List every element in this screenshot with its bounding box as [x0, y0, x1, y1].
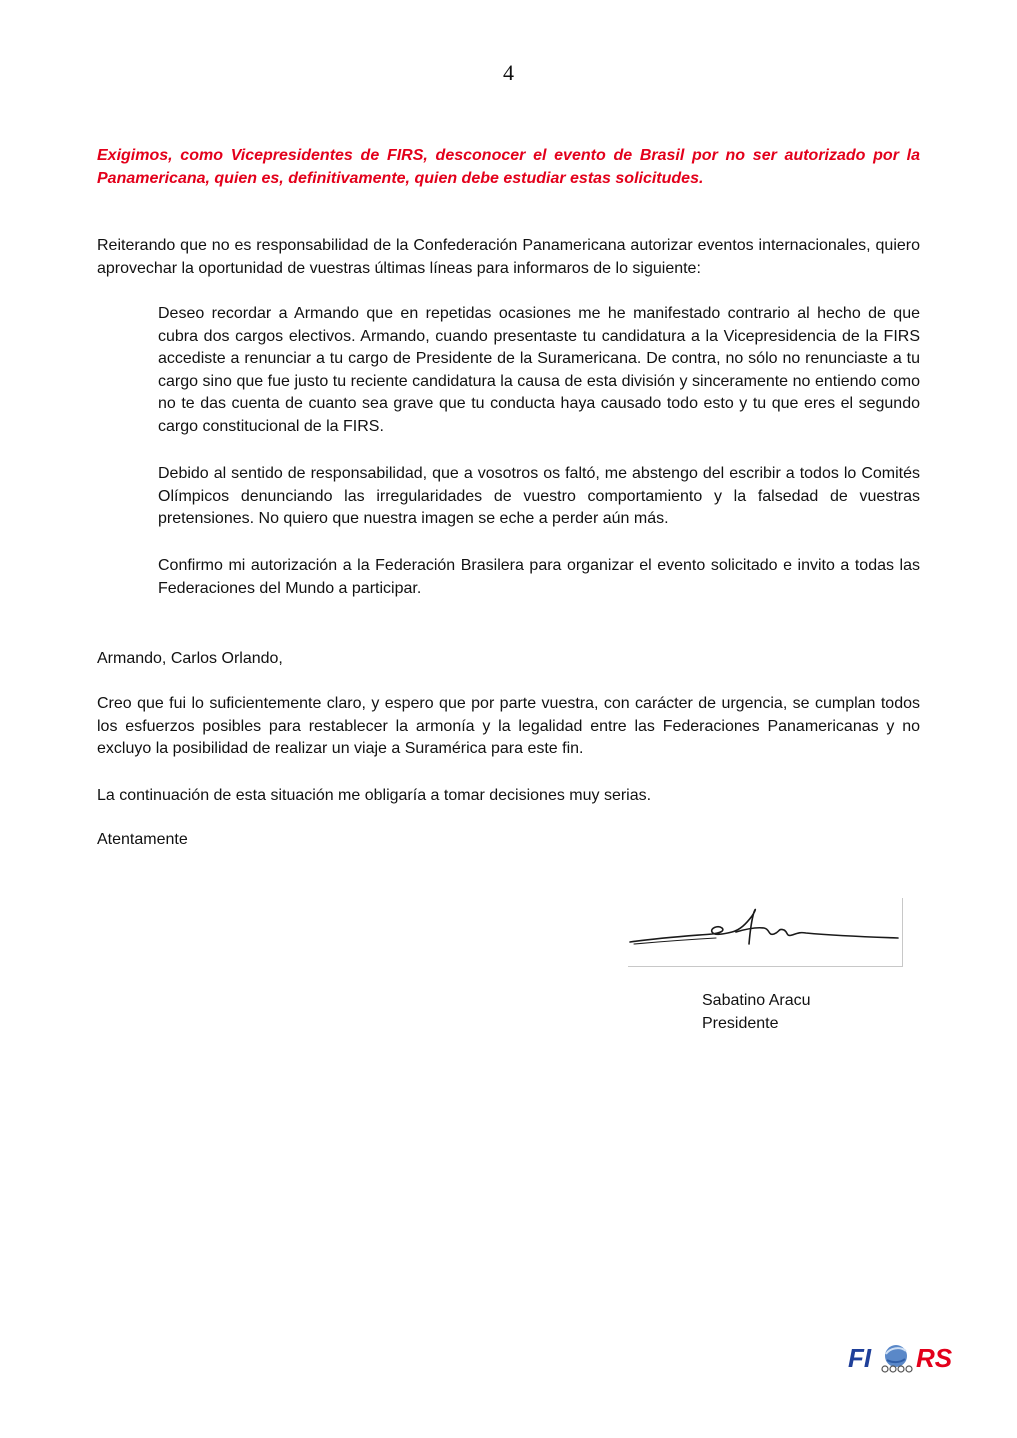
salutation: Armando, Carlos Orlando, [97, 650, 283, 667]
indented-paragraph-1: Deseo recordar a Armando que en repetidas ocasiones me he manifestado contrario al hecho de que cubra dos cargos electivos. Armando, cuando presentaste tu candidatura a la Vicepresidencia de la FIRS accediste a renunciar a tu cargo de Presidente de la Suramericana. De contra, no sólo no renunciaste a tu cargo sino que fue justo tu reciente candidatura la causa de esta división y sinceramente no entiendo como no te das cuenta de cuanto sea grave que tu conducta haya causado todo esto y tu que eres el segundo cargo constitucional de la FIRS. [158, 305, 920, 435]
signer-title: Presidente [702, 1015, 779, 1032]
firs-logo [848, 1339, 974, 1375]
svg-text:RS: RS [916, 1343, 953, 1373]
signature-image [628, 898, 903, 967]
signer-name: Sabatino Aracu [702, 992, 811, 1009]
intro-paragraph: Reiterando que no es responsabilidad de la Confederación Panamericana autorizar eventos internacionales, quiero aprovechar la oportunidad de vuestras últimas líneas para informaros de lo siguiente: [97, 237, 920, 277]
firs-logo-icon [848, 1339, 974, 1375]
indented-paragraph-3: Confirmo mi autorización a la Federación Brasilera para organizar el evento solicitado e invito a todas las Federaciones del Mundo a participar. [158, 557, 920, 597]
indented-paragraph-2: Debido al sentido de responsabilidad, que a vosotros os faltó, me abstengo del escribir a todos lo Comités Olímpicos denunciando las irregularidades de vuestro comportamiento y la falsedad de vuestras pretensiones. No quiero que nuestra imagen se eche a perder aún más. [158, 465, 920, 528]
closing: Atentamente [97, 831, 188, 848]
signer-block [702, 989, 811, 1035]
page-number: 4 [503, 60, 514, 85]
body-paragraph-2: La continuación de esta situación me obligaría a tomar decisiones muy serias. [97, 787, 652, 804]
svg-text:FI: FI [848, 1343, 872, 1373]
signature-icon [628, 898, 902, 966]
body-paragraph-1: Creo que fui lo suficientemente claro, y espero que por parte vuestra, con carácter de urgencia, se cumplan todos los esfuerzos posibles para restablecer la armonía y la legalidad entre las Federaciones Panamericanas y no excluyo la posibilidad de realizar un viaje a Suramérica para este fin. [97, 695, 920, 758]
demand-paragraph: Exigimos, como Vicepresidentes de FIRS, desconocer el evento de Brasil por no ser autorizado por la Panamericana, quien es, definitivamente, quien debe estudiar estas solicitudes. [97, 147, 920, 187]
